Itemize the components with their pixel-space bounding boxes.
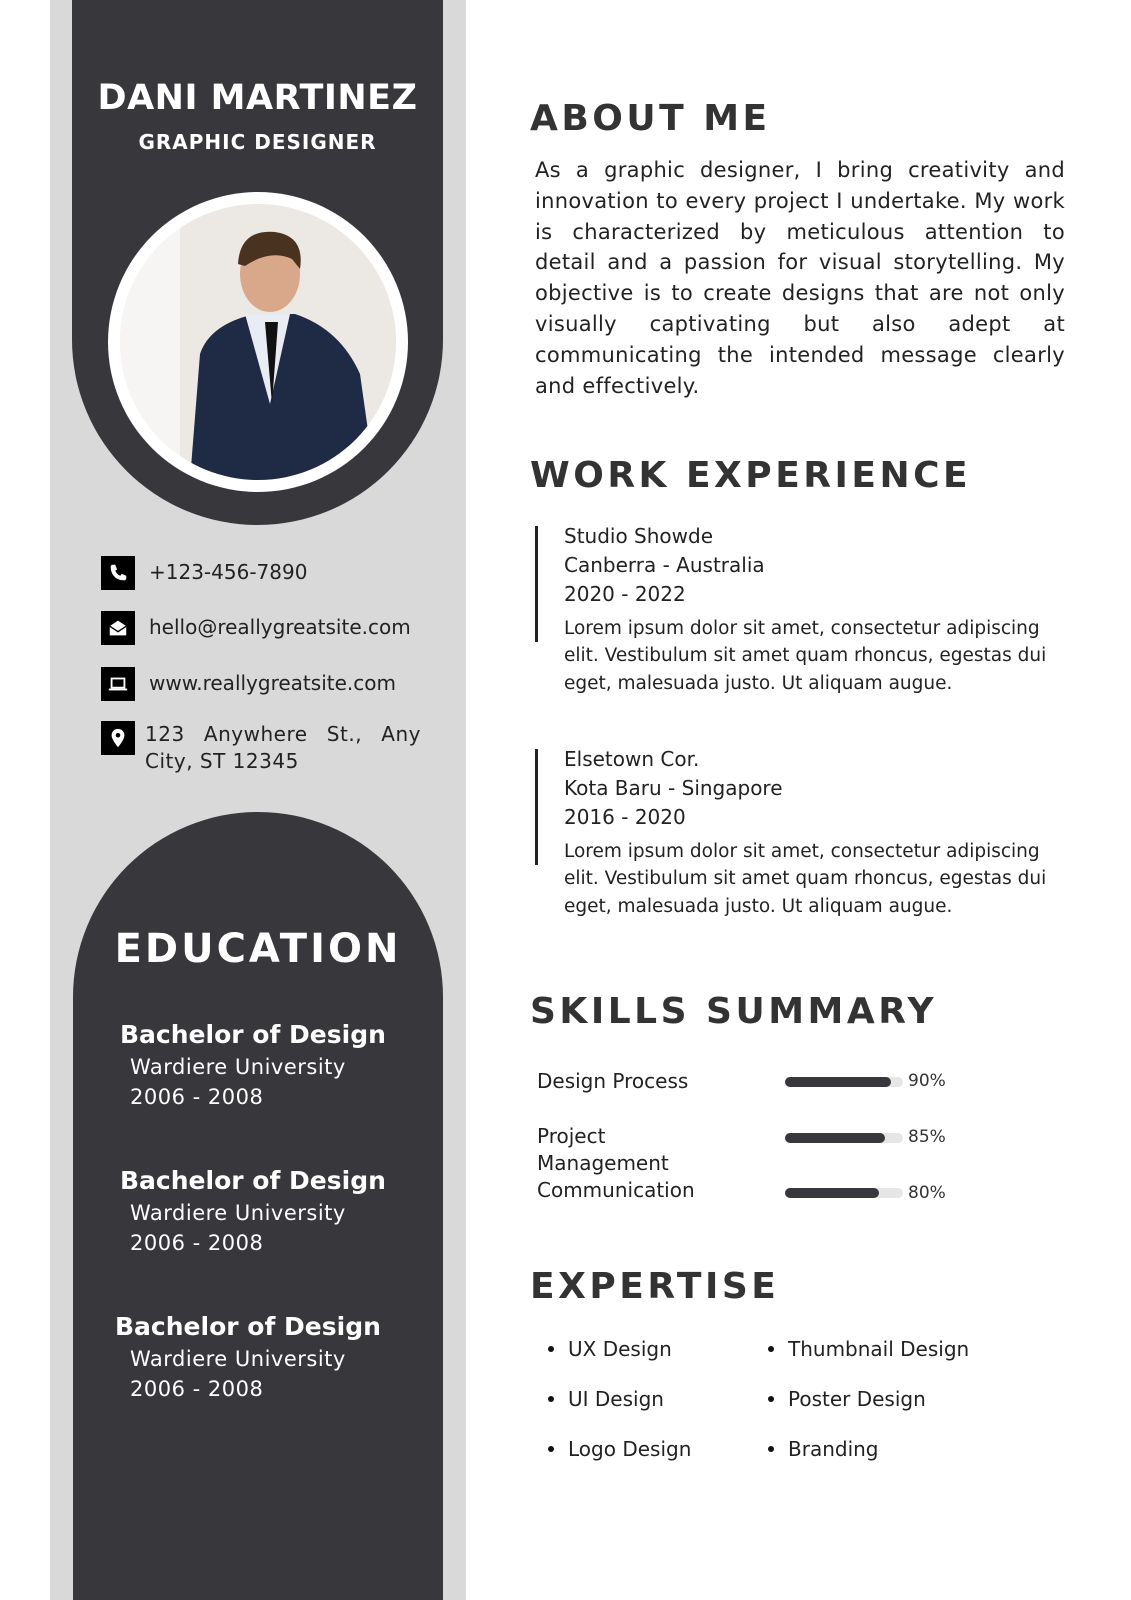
- expertise-item: [548, 1437, 691, 1461]
- bullet: [548, 1396, 554, 1402]
- education-item: [120, 1020, 386, 1109]
- profile-name: DANI MARTINEZ: [97, 78, 418, 118]
- expertise-item: [548, 1337, 672, 1361]
- skill-name: Project Management: [537, 1124, 669, 1175]
- email-link[interactable]: hello@reallygreatsite.com: [149, 615, 411, 639]
- education-item: [120, 1166, 386, 1255]
- bullet: [548, 1346, 554, 1352]
- expertise-label: Poster Design: [788, 1387, 926, 1411]
- phone-icon: [101, 556, 135, 590]
- school: Wardiere University: [130, 1201, 346, 1225]
- degree: Bachelor of Design: [120, 1166, 386, 1195]
- years: 2006 - 2008: [130, 1085, 264, 1109]
- job-location: Kota Baru - Singapore: [564, 776, 783, 800]
- skill-bar-fill: [785, 1188, 879, 1198]
- education-item: [115, 1312, 381, 1401]
- about-text: As a graphic designer, I bring creativity and innovation to every project I undertake. My work is characterized by meticulous attention to detail and a passion for visual storytelling. My objective is to create designs that are not only visually captivating but also adept at communicating the intended message clearly and effectively.: [535, 158, 1065, 398]
- job-entry: [564, 522, 1064, 697]
- expertise-heading: EXPERTISE: [530, 1266, 780, 1307]
- job-company: Elsetown Cor.: [564, 747, 700, 771]
- years: 2006 - 2008: [130, 1377, 264, 1401]
- contact-address: [101, 721, 421, 775]
- expertise-label: Thumbnail Design: [788, 1337, 970, 1361]
- contact-phone: [101, 556, 421, 590]
- expertise-item: [768, 1337, 969, 1361]
- job-location: Canberra - Australia: [564, 553, 765, 577]
- laptop-icon: [101, 667, 135, 701]
- work-heading: WORK EXPERIENCE: [530, 455, 972, 496]
- job-years: 2020 - 2022: [564, 582, 686, 606]
- skills-heading: SKILLS SUMMARY: [530, 991, 938, 1032]
- skill-bar: [785, 1188, 903, 1198]
- profile-title: GRAPHIC DESIGNER: [138, 130, 377, 154]
- bullet: [768, 1396, 774, 1402]
- phone-text: +123-456-7890: [149, 560, 308, 584]
- about-heading: ABOUT ME: [530, 98, 771, 139]
- address-text: 123 Anywhere St., Any City, ST 12345: [145, 722, 421, 773]
- profile-photo: [108, 192, 408, 492]
- skill-percent: 80%: [908, 1183, 946, 1203]
- job-description: Lorem ipsum dolor sit amet, consectetur adipiscing elit. Vestibulum sit amet quam rhoncus, egestas dui eget, malesuada justo. Ut aliquam augue.: [564, 618, 1047, 694]
- job-years: 2016 - 2020: [564, 805, 686, 829]
- degree: Bachelor of Design: [120, 1020, 386, 1049]
- bullet: [768, 1446, 774, 1452]
- school: Wardiere University: [130, 1347, 346, 1371]
- skill-bar-fill: [785, 1077, 891, 1087]
- envelope-open-icon: [101, 611, 135, 645]
- skill-name: Design Process: [537, 1069, 689, 1093]
- expertise-label: UI Design: [568, 1387, 664, 1411]
- skill-bar-fill: [785, 1133, 885, 1143]
- location-pin-icon: [101, 721, 135, 755]
- skill-percent: 85%: [908, 1127, 946, 1147]
- degree: Bachelor of Design: [115, 1312, 381, 1341]
- job-description: Lorem ipsum dolor sit amet, consectetur adipiscing elit. Vestibulum sit amet quam rhoncus, egestas dui eget, malesuada justo. Ut aliquam augue.: [564, 841, 1047, 917]
- skill-bar: [785, 1133, 903, 1143]
- education-heading: EDUCATION: [114, 926, 402, 972]
- expertise-label: UX Design: [568, 1337, 672, 1361]
- school: Wardiere University: [130, 1055, 346, 1079]
- skill-percent: 90%: [908, 1071, 946, 1091]
- website-link[interactable]: www.reallygreatsite.com: [149, 671, 396, 695]
- years: 2006 - 2008: [130, 1231, 264, 1255]
- skill-bar: [785, 1077, 903, 1087]
- job-entry: [564, 745, 1064, 920]
- expertise-item: [548, 1387, 664, 1411]
- expertise-item: [768, 1387, 926, 1411]
- job-company: Studio Showde: [564, 524, 714, 548]
- skill-name: Communication: [537, 1178, 695, 1202]
- contact-email: [101, 611, 421, 645]
- expertise-item: [768, 1437, 879, 1461]
- expertise-label: Logo Design: [568, 1437, 692, 1461]
- expertise-label: Branding: [788, 1437, 879, 1461]
- bullet: [768, 1346, 774, 1352]
- bullet: [548, 1446, 554, 1452]
- contact-website: [101, 667, 421, 701]
